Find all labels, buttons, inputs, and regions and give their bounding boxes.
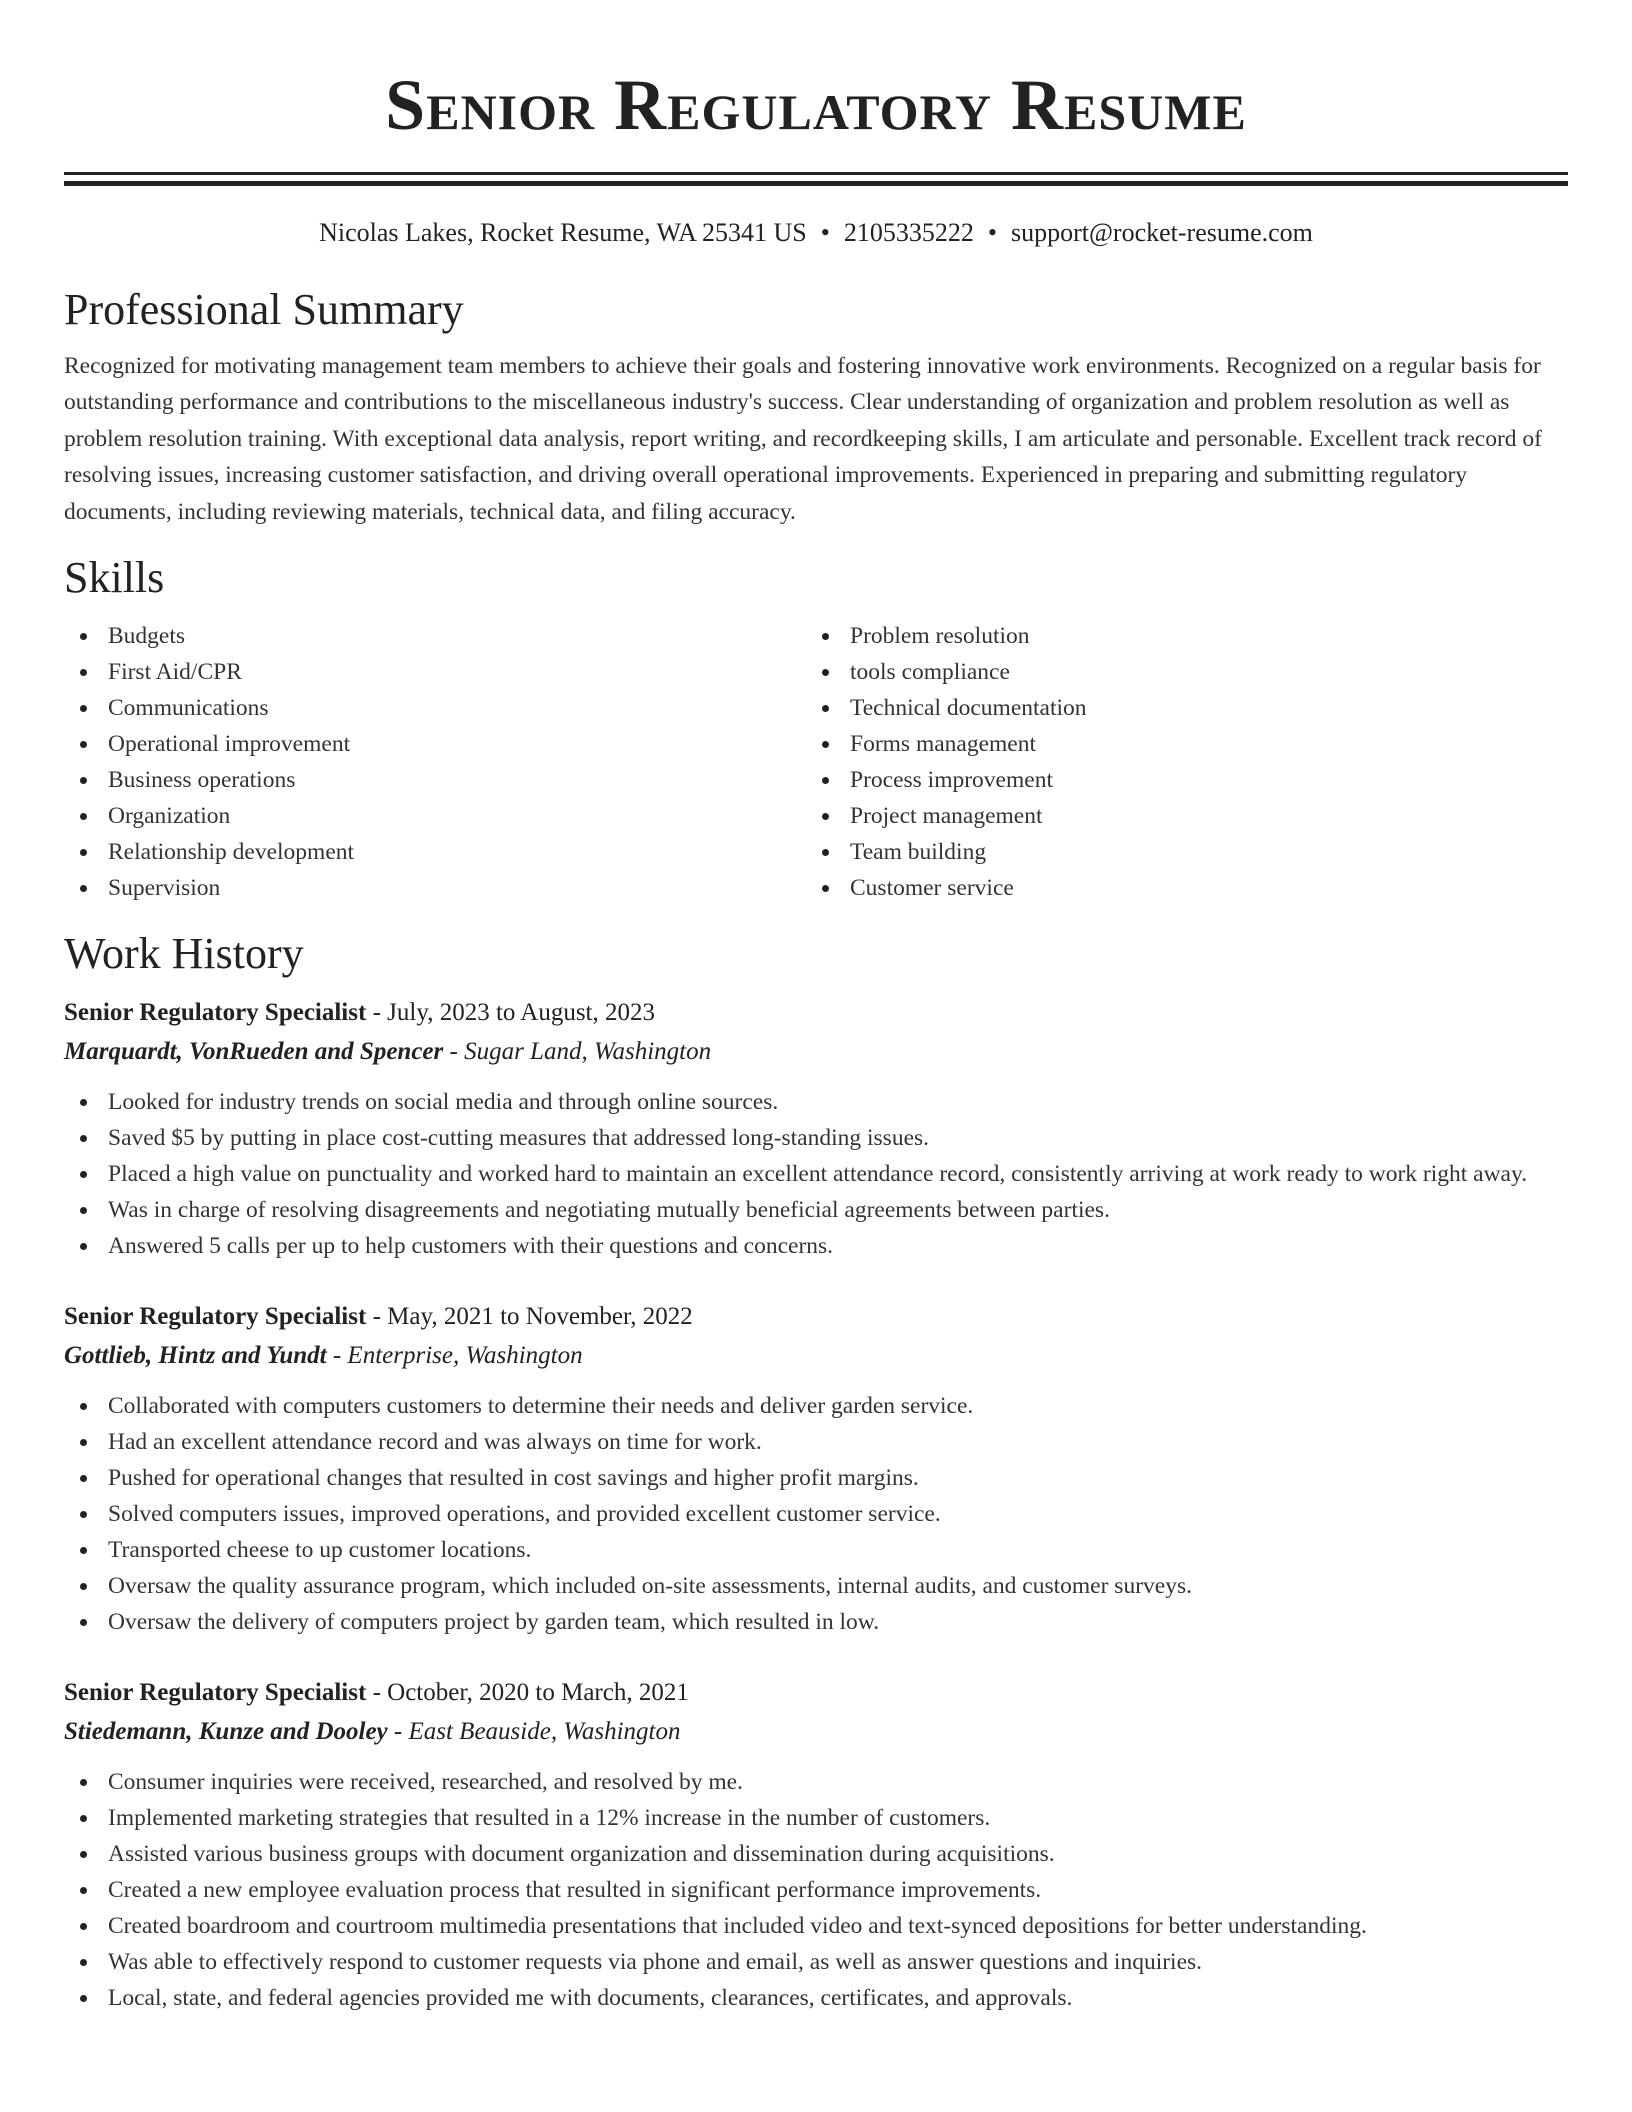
skills-grid [64, 618, 1568, 906]
skill-item: Forms management [806, 726, 1548, 762]
job-bullet: Was able to effectively respond to customer requests via phone and email, as well as answer questions and inquiries. [64, 1944, 1568, 1980]
job-bullet: Created boardroom and courtroom multimedia presentations that included video and text-synced depositions for better understanding. [64, 1908, 1568, 1944]
job-location: East Beauside, Washington [408, 1718, 681, 1746]
contact-address: Nicolas Lakes, Rocket Resume, WA 25341 US [319, 218, 807, 247]
job-company-line: Marquardt, VonRueden and Spencer - Sugar Land, Washington [64, 1038, 712, 1066]
job-bullet: Answered 5 calls per up to help customers with their questions and concerns. [64, 1228, 1568, 1264]
skill-item: Team building [806, 834, 1548, 870]
skill-item: First Aid/CPR [64, 654, 806, 690]
job-title: Senior Regulatory Specialist [64, 999, 367, 1027]
job-bullets [64, 1388, 1568, 1640]
summary-heading: Professional Summary [64, 285, 464, 334]
skills-heading: Skills [64, 553, 165, 603]
work-history-heading: Work History [64, 929, 304, 979]
job-bullets [64, 1764, 1568, 2016]
contact-separator: • [820, 218, 830, 247]
contact-separator: • [987, 218, 997, 247]
job-entry [64, 1298, 1568, 1640]
job-company-line: Gottlieb, Hintz and Yundt - Enterprise, Washington [64, 1342, 583, 1370]
job-entry [64, 994, 1568, 1264]
job-entry [64, 1674, 1568, 2016]
resume-title: Senior Regulatory Resume [385, 65, 1247, 145]
job-bullet: Assisted various business groups with document organization and dissemination during acquisitions. [64, 1836, 1568, 1872]
skill-item: Supervision [64, 870, 806, 906]
skill-item: Business operations [64, 762, 806, 798]
skill-item: Process improvement [806, 762, 1548, 798]
skills-section [64, 550, 1568, 906]
skill-item: Communications [64, 690, 806, 726]
job-bullet: Transported cheese to up customer locations. [64, 1532, 1568, 1568]
skill-item: Customer service [806, 870, 1548, 906]
job-company: Gottlieb, Hintz and Yundt [64, 1342, 327, 1370]
contact-email: support@rocket-resume.com [1010, 218, 1313, 247]
job-dates: May, 2021 to November, 2022 [387, 1303, 693, 1331]
job-title-line: Senior Regulatory Specialist - July, 2023 to August, 2023 [64, 999, 655, 1027]
contact-line [64, 216, 1568, 250]
job-title-line: Senior Regulatory Specialist - May, 2021 to November, 2022 [64, 1303, 693, 1331]
skill-item: Operational improvement [64, 726, 806, 762]
skill-item: Organization [64, 798, 806, 834]
job-company: Stiedemann, Kunze and Dooley [64, 1718, 388, 1746]
title-divider-thin [64, 172, 1568, 175]
job-bullet: Saved $5 by putting in place cost-cutting measures that addressed long-standing issues. [64, 1120, 1568, 1156]
job-company: Marquardt, VonRueden and Spencer [64, 1038, 444, 1066]
job-bullet: Collaborated with computers customers to determine their needs and deliver garden service. [64, 1388, 1568, 1424]
job-bullet: Placed a high value on punctuality and worked hard to maintain an excellent attendance record, consistently arriving at work ready to work right away. [64, 1156, 1568, 1192]
job-bullet: Looked for industry trends on social media and through online sources. [64, 1084, 1568, 1120]
job-bullet: Implemented marketing strategies that resulted in a 12% increase in the number of customers. [64, 1800, 1568, 1836]
job-bullet: Pushed for operational changes that resulted in cost savings and higher profit margins. [64, 1460, 1568, 1496]
job-title-line: Senior Regulatory Specialist - October, 2020 to March, 2021 [64, 1679, 689, 1707]
skill-item: Problem resolution [806, 618, 1548, 654]
job-location: Sugar Land, Washington [464, 1038, 712, 1066]
job-bullet: Solved computers issues, improved operations, and provided excellent customer service. [64, 1496, 1568, 1532]
summary-section [64, 282, 1568, 530]
job-bullet: Created a new employee evaluation process that resulted in significant performance improvements. [64, 1872, 1568, 1908]
skill-item: Technical documentation [806, 690, 1548, 726]
skill-item: Relationship development [64, 834, 806, 870]
contact-phone: 2105335222 [843, 218, 974, 247]
job-bullet: Local, state, and federal agencies provided me with documents, clearances, certificates, and approvals. [64, 1980, 1568, 2016]
job-bullet: Oversaw the delivery of computers project by garden team, which resulted in low. [64, 1604, 1568, 1640]
skills-column-left [64, 618, 806, 906]
skill-item: tools compliance [806, 654, 1548, 690]
work-history-section [64, 926, 1568, 2016]
skill-item: Project management [806, 798, 1548, 834]
title-divider-thick [64, 181, 1568, 186]
job-location: Enterprise, Washington [347, 1342, 583, 1370]
job-company-line: Stiedemann, Kunze and Dooley - East Beauside, Washington [64, 1718, 681, 1746]
job-bullet: Oversaw the quality assurance program, which included on-site assessments, internal audits, and customer surveys. [64, 1568, 1568, 1604]
skills-column-right [806, 618, 1548, 906]
job-bullets [64, 1084, 1568, 1264]
job-bullet: Consumer inquiries were received, researched, and resolved by me. [64, 1764, 1568, 1800]
job-dates: July, 2023 to August, 2023 [387, 999, 655, 1027]
job-bullet: Had an excellent attendance record and was always on time for work. [64, 1424, 1568, 1460]
job-title: Senior Regulatory Specialist [64, 1303, 367, 1331]
job-dates: October, 2020 to March, 2021 [387, 1679, 689, 1707]
job-bullet: Was in charge of resolving disagreements and negotiating mutually beneficial agreements between parties. [64, 1192, 1568, 1228]
job-title: Senior Regulatory Specialist [64, 1679, 367, 1707]
summary-text: Recognized for motivating management team members to achieve their goals and fostering innovative work environments. Recognized on a regular basis for outstanding performance and contributions to the miscellaneous industry's success. Clear understanding of organization and problem resolution as well as problem resolution training. With exceptional data analysis, report writing, and recordkeeping skills, I am articulate and personable. Excellent track record of resolving issues, increasing customer satisfaction, and driving overall operational improvements. Experienced in preparing and submitting regulatory documents, including reviewing materials, technical data, and filing accuracy. [64, 353, 1542, 525]
skill-item: Budgets [64, 618, 806, 654]
